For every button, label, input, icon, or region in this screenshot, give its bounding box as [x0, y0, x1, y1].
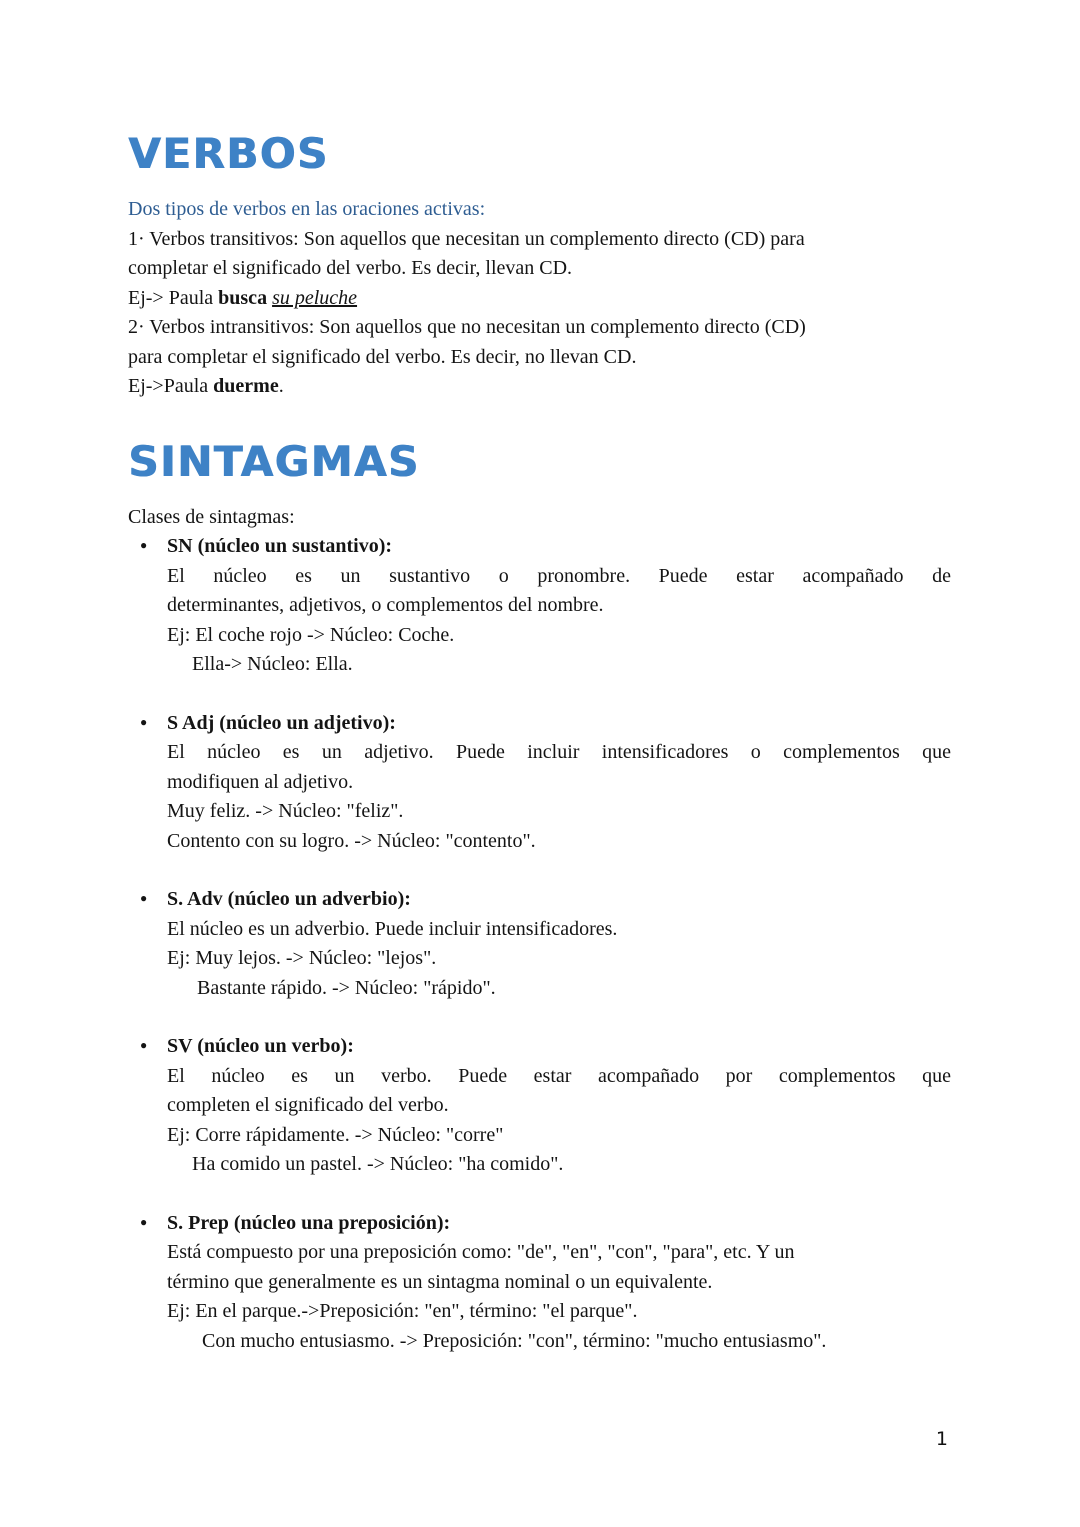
sintagma-example-line: Muy feliz. -> Núcleo: "feliz".: [167, 800, 404, 822]
sintagma-example-line: Ella-> Núcleo: Ella.: [167, 653, 353, 675]
sintagma-title: S. Prep (núcleo una preposición):: [167, 1211, 451, 1234]
sintagma-title: S Adj (núcleo un adjetivo):: [167, 711, 396, 734]
sintagmas-list: [128, 532, 951, 1356]
sintagmas-intro: Clases de sintagmas:: [128, 505, 295, 528]
sintagma-item: [140, 1209, 951, 1357]
example-prefix: Ej->Paula: [128, 375, 214, 397]
sintagma-example-line: Contento con su logro. -> Núcleo: "contento".: [167, 829, 536, 852]
verbos-example-2: [128, 372, 951, 402]
sintagma-title: S. Adv (núcleo un adverbio):: [167, 888, 411, 910]
sintagma-heading-row: [140, 885, 951, 915]
example-underlined-object: su peluche: [272, 286, 358, 309]
sintagma-title: SV (núcleo un verbo):: [167, 1035, 354, 1057]
example-suffix: .: [278, 375, 284, 397]
sintagma-item: [140, 1032, 951, 1180]
sintagma-body-line: El núcleo es un adverbio. Puede incluir intensificadores.: [167, 917, 618, 940]
example-prefix: Ej-> Paula: [128, 286, 219, 309]
example-bold-verb: duerme: [213, 375, 279, 397]
page-number: 1: [935, 1428, 948, 1450]
verbos-paragraph-2-line-1: 2· Verbos intransitivos: Son aquellos que no necesitan un complemento directo (CD): [128, 316, 806, 338]
verbos-intro: Dos tipos de verbos en las oraciones activas:: [128, 198, 486, 220]
sintagma-item: [140, 532, 951, 680]
example-bold-verb: busca: [218, 286, 268, 309]
sintagma-example-line: Ej: En el parque.->Preposición: "en", término: "el parque".: [167, 1300, 638, 1322]
sintagma-heading-row: [140, 532, 951, 562]
sintagma-example-line: Ej: Muy lejos. -> Núcleo: "lejos".: [167, 947, 437, 969]
bullet-icon: ●: [140, 714, 148, 729]
document-page: [128, 130, 951, 1356]
sintagma-body-line: El núcleo es un adjetivo. Puede incluir intensificadores o complementos que: [167, 741, 951, 763]
sintagma-heading-row: [140, 709, 951, 739]
sintagma-example-line: Bastante rápido. -> Núcleo: "rápido".: [167, 976, 496, 999]
sintagma-heading-row: [140, 1209, 951, 1239]
verbos-heading: VERBOS: [128, 129, 329, 178]
sintagma-item: [140, 885, 951, 1003]
bullet-icon: ●: [140, 1038, 148, 1052]
sintagma-body-line: El núcleo es un verbo. Puede estar acompañado por complementos que: [167, 1064, 951, 1087]
sintagma-body-line: El núcleo es un sustantivo o pronombre. Puede estar acompañado de: [167, 564, 951, 587]
sintagma-example-line: Ej: Corre rápidamente. -> Núcleo: "corre": [167, 1123, 504, 1146]
sintagma-item: [140, 709, 951, 857]
sintagma-body-line: Está compuesto por una preposición como: "de", "en", "con", "para", etc. Y un: [167, 1241, 795, 1263]
bullet-icon: ●: [140, 891, 148, 905]
verbos-paragraph-1-line-2: completar el significado del verbo. Es decir, llevan CD.: [128, 257, 573, 279]
sintagma-body-line: determinantes, adjetivos, o complementos del nombre.: [167, 594, 604, 616]
sintagma-example-line: Ej: El coche rojo -> Núcleo: Coche.: [167, 623, 455, 646]
sintagma-body-line: modifiquen al adjetivo.: [167, 770, 354, 793]
verbos-paragraph-1-line-1: 1· Verbos transitivos: Son aquellos que necesitan un complemento directo (CD) para: [128, 227, 805, 250]
sintagma-body-line: término que generalmente es un sintagma nominal o un equivalente.: [167, 1270, 713, 1293]
sintagma-example-line: Ha comido un pastel. -> Núcleo: "ha comido".: [167, 1153, 564, 1175]
verbos-example-1: [128, 284, 951, 314]
sintagma-title: SN (núcleo un sustantivo):: [167, 535, 393, 557]
bullet-icon: ●: [140, 1214, 148, 1229]
bullet-icon: ●: [140, 538, 148, 552]
verbos-paragraph-2-line-2: para completar el significado del verbo. Es decir, no llevan CD.: [128, 345, 637, 368]
sintagma-heading-row: [140, 1032, 951, 1062]
sintagma-example-line: Con mucho entusiasmo. -> Preposición: "con", término: "mucho entusiasmo".: [167, 1329, 827, 1352]
sintagma-body-line: completen el significado del verbo.: [167, 1094, 449, 1116]
sintagmas-heading: SINTAGMAS: [128, 436, 420, 486]
